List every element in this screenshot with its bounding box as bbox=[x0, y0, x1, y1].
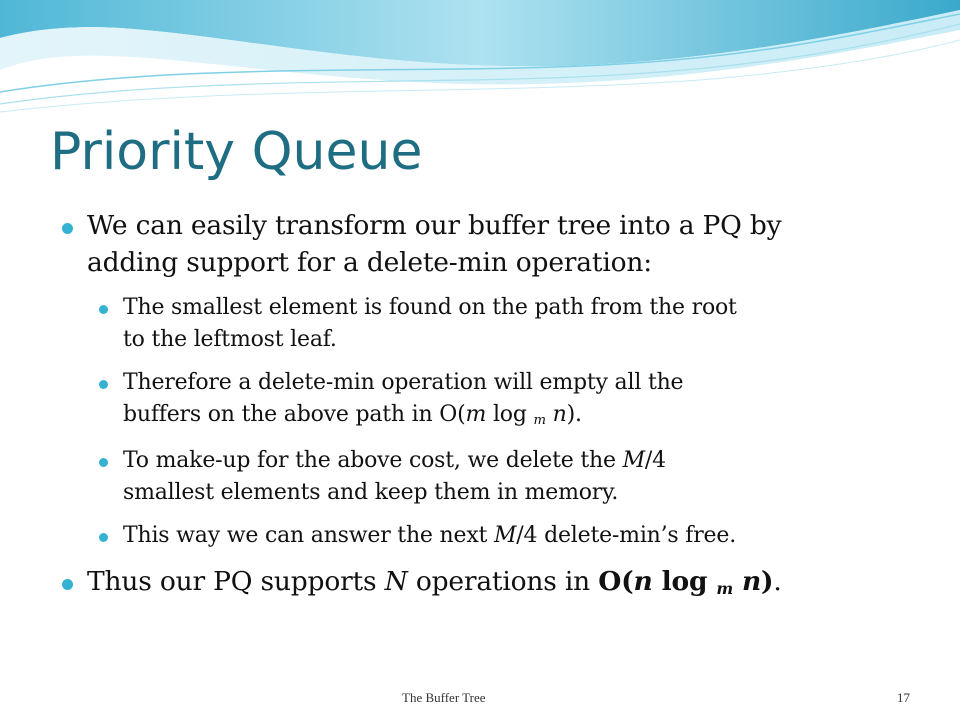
formula-log: log bbox=[486, 402, 534, 427]
sub-bullet-free-delete-min bbox=[99, 520, 912, 552]
sub-bullet-list bbox=[99, 292, 912, 552]
bullet-list bbox=[62, 207, 912, 603]
header-wave-decoration bbox=[0, 0, 960, 130]
formula-var-N: N bbox=[384, 566, 408, 597]
formula-frac: /4 bbox=[644, 448, 666, 473]
bullet-pq-complexity bbox=[62, 563, 912, 603]
bullet-text: adding support for a delete-min operation: bbox=[87, 247, 652, 278]
page-number: 17 bbox=[897, 690, 910, 705]
formula-text: This way we can answer the next bbox=[123, 523, 494, 548]
formula-close: ). bbox=[566, 402, 582, 427]
formula-bold bbox=[598, 566, 773, 597]
bullet-transform-buffer-tree bbox=[62, 207, 912, 552]
formula-var-M: M bbox=[493, 523, 517, 548]
formula-O: O( bbox=[598, 566, 634, 597]
formula-text: /4 delete-min’s free. bbox=[516, 523, 736, 548]
slide-title: Priority Queue bbox=[50, 122, 423, 182]
sub-bullet-text: Therefore a delete-min operation will empty all the bbox=[123, 370, 684, 395]
footer-title: The Buffer Tree bbox=[402, 690, 486, 705]
formula-text: Thus our PQ supports bbox=[87, 566, 385, 597]
sub-bullet-delete-min-cost bbox=[99, 367, 912, 434]
formula-var-n: n bbox=[552, 402, 567, 427]
formula-close: ) bbox=[761, 566, 774, 597]
sub-bullet-formula-line bbox=[123, 399, 912, 434]
formula-text: To make-up for the above cost, we delete the bbox=[123, 448, 623, 473]
formula-log: log bbox=[652, 566, 708, 597]
formula-end: . bbox=[773, 566, 782, 597]
formula-log-base: m bbox=[533, 413, 546, 429]
sub-bullet-text: smallest elements and keep them in memory. bbox=[123, 480, 619, 505]
formula-var-n: n bbox=[633, 566, 653, 597]
slide-body bbox=[62, 207, 912, 603]
formula-text: operations in bbox=[407, 566, 599, 597]
sub-bullet-text: The smallest element is found on the path from the root bbox=[123, 295, 737, 320]
bullet-formula-line bbox=[87, 563, 912, 603]
sub-bullet-make-up-cost bbox=[99, 445, 912, 509]
formula-text: buffers on the above path in O( bbox=[123, 402, 466, 427]
formula-var-M: M bbox=[622, 448, 645, 473]
sub-bullet-formula-line bbox=[123, 445, 912, 477]
bullet-text: We can easily transform our buffer tree into a PQ by bbox=[87, 210, 782, 241]
formula-var-n: n bbox=[741, 566, 762, 597]
formula-var-m: m bbox=[465, 402, 487, 427]
sub-bullet-smallest-element bbox=[99, 292, 912, 356]
sub-bullet-formula-line bbox=[123, 520, 912, 552]
sub-bullet-text: to the leftmost leaf. bbox=[123, 327, 337, 352]
formula-log-base: m bbox=[716, 578, 733, 598]
